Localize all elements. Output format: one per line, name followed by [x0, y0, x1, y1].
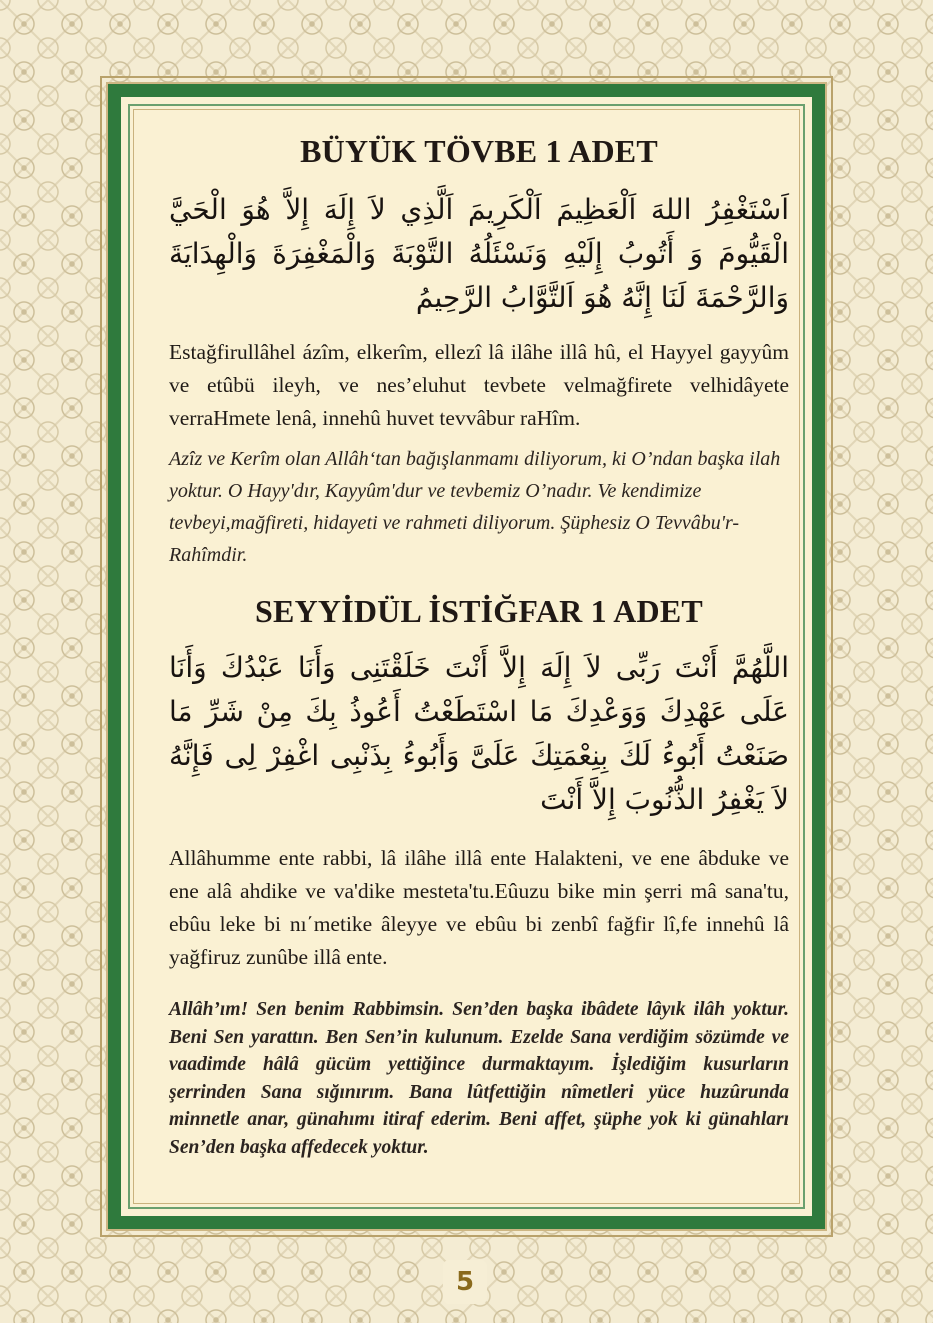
page-content	[169, 125, 789, 1161]
section2-arabic-text: اللَّهُمَّ أَنْتَ رَبِّى لاَ إِلَهَ إِلاَّ أَنْتَ خَلَقْتَنِى وَأَنَا عَبْدُكَ وَأَنَا عَلَى عَهْدِكَ وَوَعْدِكَ مَا اسْتَطَعْتُ أَعُوذُ بِكَ مِنْ شَرِّ مَا صَنَعْتُ أَبُوءُ لَكَ بِنِعْمَتِكَ عَلَىَّ وَأَبُوءُ بِذَنْبِى اغْفِرْ لِى فَإِنَّهُ لاَ يَغْفِرُ الذُّنُوبَ إِلاَّ أَنْتَ	[169, 651, 789, 816]
section1-transliteration: Estağfirullâhel ázîm, elkerîm, ellezî lâ ilâhe illâ hû, el Hayyel gayyûm ve etûbü ileyh, ve nes’eluhut tevbete velmağfirete velhidâyete verraHmete lenâ, innehû huvet tevvâbur raHîm.	[169, 340, 789, 430]
section1-meaning: Azîz ve Kerîm olan Allâh‘tan bağışlanmamı diliyorum, ki O’ndan başka ilah yoktur. O Hayy'dır, Kayyûm'dur ve tevbemiz O’nadır. Ve kendimize tevbeyi,mağfireti, hidayeti ve rahmeti diliyorum. Şüphesiz O Tevvâbu'r-Rahîmdir.	[169, 448, 781, 566]
section1-arabic-text: اَسْتَغْفِرُ اللهَ اَلْعَظِيمَ اَلْكَرِيمَ اَلَّذِي لاَ إِلَهَ إِلاَّ هُوَ الْحَيَّ الْقَيُّومَ وَ أَتُوبُ إِلَيْهِ وَنَسْئَلُهُ التَّوْبَةَ وَالْمَغْفِرَةَ وَالْهِدَايَةَ وَالرَّحْمَةَ لَنَا إِنَّهُ هُوَ اَلتَّوَّابُ الرَّحِيمُ	[169, 193, 789, 314]
section2-meaning: Allâh’ım! Sen benim Rabbimsin. Sen’den başka ibâdete lâyık ilâh yoktur. Beni Sen yarattın. Ben Sen’in kulunum. Ezelde Sana verdiğim sözümde ve vaadimde hâlâ gücüm yettiğince durmaktayım. İşlediğim kusurların şerrinden Sana sığınırım. Bana lûtfettiğin nîmetleri yüce huzûrunda minnetle anar, günahımı itiraf ederim. Beni affet, şüphe yok ki günahları Sen’den başka affedecek yoktur.	[169, 999, 789, 1158]
section2-transliteration: Allâhumme ente rabbi, lâ ilâhe illâ ente Halakteni, ve ene âbduke ve ene alâ ahdike ve va'dike mesteta'tu.Eûuzu bike min şerri mâ sana'tu, ebûu leke bi nı΄metike âleyye ve ebûu bi zenbî fağfir lî,fe innehû lâ yağfiruz zunûbe illâ ente.	[169, 846, 789, 969]
section1-title: BÜYÜK TÖVBE 1 ADET	[300, 133, 658, 169]
page-number: 5	[443, 1260, 487, 1304]
section2-title: SEYYİDÜL İSTİĞFAR 1 ADET	[255, 593, 703, 629]
content-frame	[108, 84, 825, 1229]
